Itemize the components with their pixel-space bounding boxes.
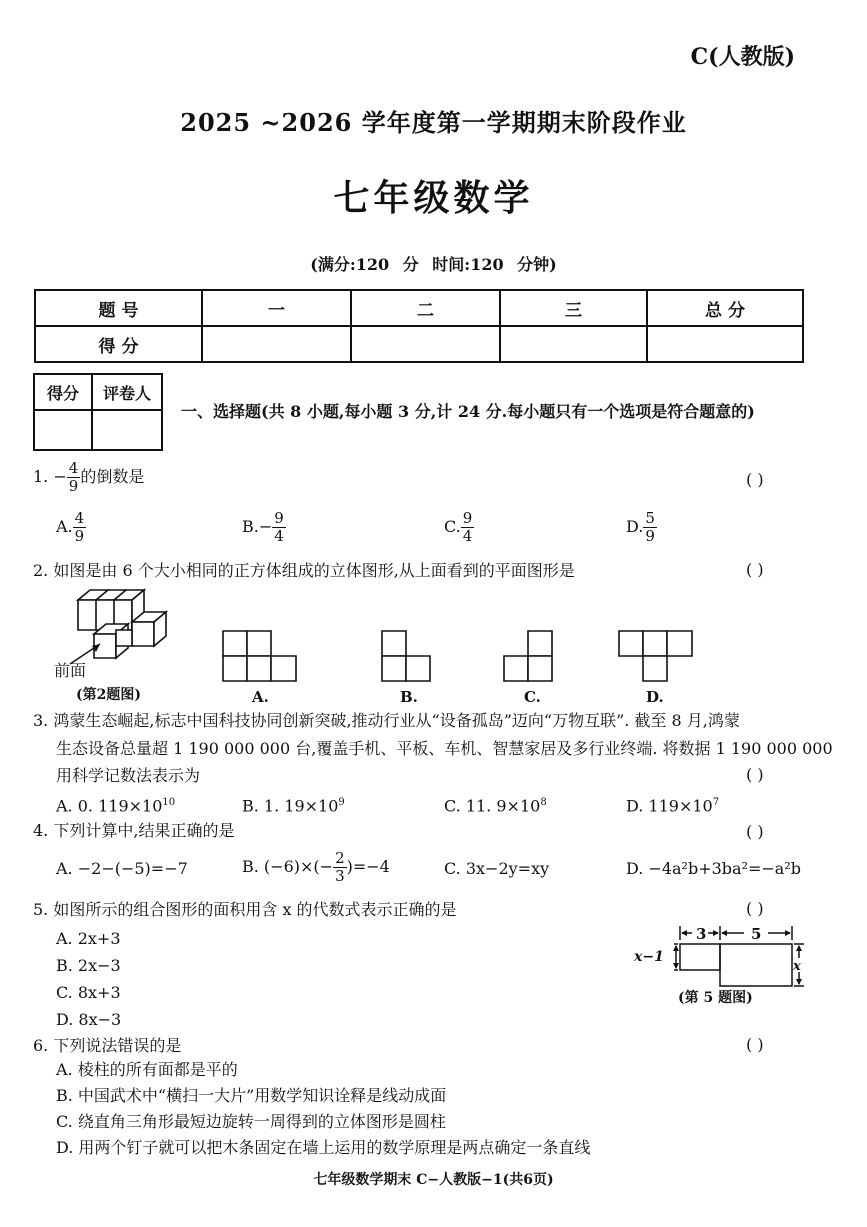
score-table-cell: 题 号 [35,290,202,326]
option-b[interactable] [242,792,345,817]
exponent: 10 [162,797,176,808]
score-table-cell: 一 [202,290,351,326]
edition-label: C(人教版) [690,44,795,70]
option-text: B. (−6)×(− [242,857,334,876]
option-text: B. 1. 19×10 [242,796,339,816]
front-label: 前面 [54,661,87,680]
dimension-right-height: x [793,959,801,974]
option-text: C. 11. 9×10 [444,796,541,816]
option-b[interactable] [242,510,286,545]
score-input-cell[interactable] [351,326,500,362]
fraction-numerator: 4 [74,509,85,527]
option-b[interactable]: B. 2x−3 [56,956,121,975]
exponent: 7 [712,797,720,808]
answer-blank[interactable]: ( ) [746,765,764,784]
score-table-cell: 得 分 [35,326,202,362]
dimension-left-height: x−1 [634,949,664,965]
score-input-cell[interactable] [202,326,351,362]
subject-title: 七年级数学 [333,177,534,219]
exponent: 9 [338,797,345,808]
option-text: D. 119×10 [626,796,713,816]
option-label: D. [626,517,644,536]
score-table-cell: 三 [500,290,647,326]
fraction-denominator: 3 [335,867,345,885]
answer-blank[interactable]: ( ) [746,1035,764,1054]
answer-blank[interactable]: ( ) [746,560,764,579]
option-c[interactable] [444,510,474,545]
question-4-stem: 4. 下列计算中,结果正确的是 [33,821,235,840]
option-d[interactable] [626,792,719,817]
answer-blank[interactable]: ( ) [746,899,764,918]
exponent: 8 [540,797,547,808]
grader-score-label: 得分 [34,374,92,410]
fraction [333,850,347,885]
minus-sign: − [53,467,67,486]
option-a-figure[interactable] [222,630,298,682]
fraction [461,510,475,545]
option-c[interactable]: C. 8x+3 [56,983,121,1002]
option-d[interactable]: D. −4a²b+3ba²=−a²b [626,859,801,878]
option-a[interactable]: A. 2x+3 [56,929,121,948]
option-a-label: A. [252,688,269,706]
exam-meta: (满分:120 分 时间:120 分钟) [310,255,557,274]
question-1-stem [33,460,144,495]
grader-name-cell[interactable] [92,410,162,450]
option-c[interactable] [444,792,547,817]
figure-caption: (第2题图) [76,687,141,703]
cube-stack-figure [66,586,176,666]
option-c[interactable]: C. 3x−2y=xy [444,859,550,878]
question-3-line-1: 3. 鸿蒙生态崛起,标志中国科技协同创新突破,推动行业从“设备孤岛”迈向“万物互联”. 截至 8 月,鸿蒙 [33,711,740,730]
grader-box [33,373,163,451]
fraction-denominator: 9 [68,477,79,495]
question-text: 的倒数是 [80,467,145,486]
sign: − [258,517,273,536]
option-a[interactable]: A. 棱柱的所有面都是平的 [56,1060,238,1079]
score-table [34,289,804,363]
fraction [73,510,87,545]
fraction [67,460,81,495]
fraction-denominator: 9 [645,527,655,545]
option-b-figure[interactable] [381,630,433,682]
option-label: A. [56,517,73,536]
score-table-score-row [35,326,803,362]
question-2-stem: 2. 如图是由 6 个大小相同的正方体组成的立体图形,从上面看到的平面图形是 [33,561,575,580]
score-input-cell[interactable] [647,326,803,362]
fraction-denominator: 4 [462,527,473,545]
question-3-line-3: 用科学记数法表示为 [56,766,201,785]
dimension-right-width: 5 [751,925,762,943]
option-d-label: D. [646,688,664,706]
question-5-stem: 5. 如图所示的组合图形的面积用含 x 的代数式表示正确的是 [33,900,457,919]
option-d-figure[interactable] [618,630,694,682]
option-a[interactable]: A. −2−(−5)=−7 [56,859,188,878]
score-input-cell[interactable] [500,326,647,362]
dimension-left-width: 3 [696,925,707,943]
option-b-label: B. [400,688,418,706]
option-b[interactable]: B. 中国武术中“横扫一大片”用数学知识诠释是线动成面 [56,1086,447,1105]
fraction-denominator: 9 [74,527,85,545]
question-3-line-2: 生态设备总量超 1 190 000 000 台,覆盖手机、平板、车机、智慧家居及多行业终端. 将数据 1 190 000 000 [56,739,833,758]
score-table-cell: 二 [351,290,500,326]
answer-blank[interactable]: ( ) [746,822,764,841]
fraction [643,510,657,545]
answer-blank[interactable]: ( ) [746,470,764,489]
option-label: C. [444,517,461,536]
grader-name-label: 评卷人 [92,374,162,410]
option-d[interactable]: D. 用两个钉子就可以把木条固定在墙上运用的数学原理是两点确定一条直线 [56,1138,591,1157]
fraction-numerator: 9 [274,509,284,527]
option-d[interactable]: D. 8x−3 [56,1010,122,1029]
figure-caption: (第 5 题图) [678,990,753,1006]
option-text: A. 0. 119×10 [56,796,163,816]
fraction-numerator: 5 [645,509,655,527]
option-label: B. [242,517,259,536]
fraction-denominator: 4 [274,527,284,545]
fraction-numerator: 4 [68,459,79,477]
question-6-stem: 6. 下列说法错误的是 [33,1036,182,1055]
score-table-cell: 总 分 [647,290,803,326]
exam-title: 2025 ~2026 学年度第一学期期末阶段作业 [180,108,687,137]
question-number: 1. [33,467,49,486]
page-footer: 七年级数学期末 C−人教版−1(共6页) [313,1172,554,1188]
option-a[interactable] [56,510,86,545]
option-b[interactable] [242,850,390,885]
fraction [272,510,286,545]
option-a[interactable] [56,792,175,817]
grader-score-cell[interactable] [34,410,92,450]
fraction-numerator: 9 [462,509,473,527]
option-d[interactable] [626,510,657,545]
score-table-header-row [35,290,803,326]
option-text: )=−4 [346,857,390,876]
section-heading: 一、选择题(共 8 小题,每小题 3 分,计 24 分.每小题只有一个选项是符合题意的) [181,402,755,421]
option-c[interactable]: C. 绕直角三角形最短边旋转一周得到的立体图形是圆柱 [56,1112,446,1131]
fraction-numerator: 2 [335,849,345,867]
option-c-figure[interactable] [503,630,555,682]
option-c-label: C. [524,688,541,706]
